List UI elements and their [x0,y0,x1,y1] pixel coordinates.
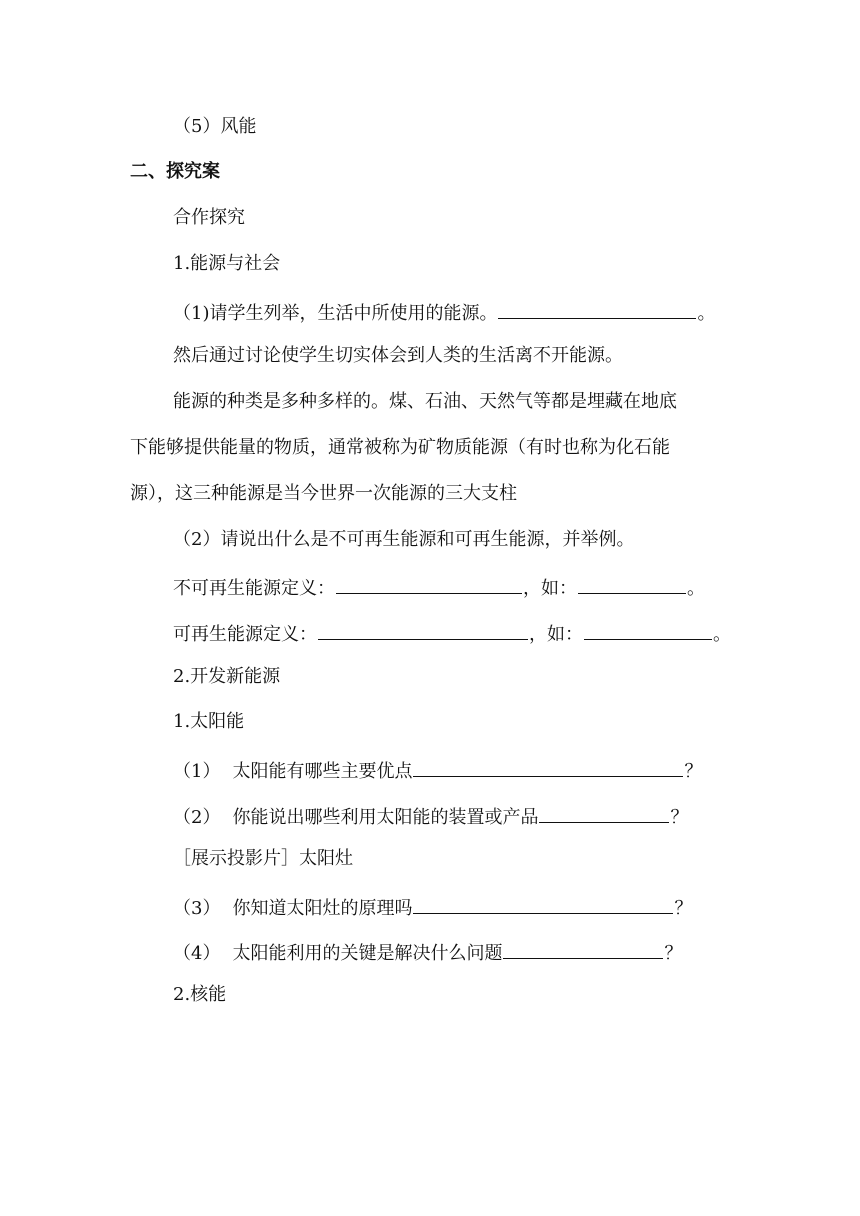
solar-question-1 [173,756,702,784]
solar-question-2 [173,802,688,830]
discussion-text: 然后通过讨论使学生切实体会到人类的生活离不开能源。 [173,345,623,366]
answer-blank[interactable] [498,298,696,319]
solar-question-4 [173,938,682,966]
question-number: （4） [173,943,221,964]
subheading-coop: 合作探究 [173,207,245,228]
answer-blank[interactable] [539,802,669,823]
answer-blank[interactable] [413,893,673,914]
slide-display: ［展示投影片］太阳灶 [173,848,353,869]
section-heading: 二、探究案 [130,161,220,182]
punct: ？ [674,898,693,919]
punct: ？ [664,943,683,964]
paragraph-line-2: 下能够提供能量的物质，通常被称为矿物质能源（有时也称为化石能 [130,437,670,458]
item-wind: （5）风能 [173,116,257,137]
question-1 [173,298,715,326]
subheading-energy-society: 1.能源与社会 [173,253,281,274]
answer-blank[interactable] [503,938,663,959]
paragraph-line-3: 源），这三种能源是当今世界一次能源的三大支柱 [130,483,517,504]
answer-blank[interactable] [336,573,522,594]
renewable-label: 可再生能源定义： [173,624,317,645]
question-number: （3） [173,898,221,919]
paragraph-line-1: 能源的种类是多种多样的。煤、石油、天然气等都是埋藏在地底 [173,391,677,412]
question-number: （2） [173,807,221,828]
question-number: （1） [173,761,221,782]
punct: ？ [670,807,689,828]
subheading-solar: 1.太阳能 [173,711,245,732]
subheading-develop: 2.开发新能源 [173,666,281,687]
punct: 。 [697,303,716,324]
question-text: 太阳能利用的关键是解决什么问题 [232,943,503,964]
example-label: ，如： [523,578,577,599]
question-text: 太阳能有哪些主要优点 [232,761,413,782]
answer-blank[interactable] [318,619,528,640]
answer-blank[interactable] [578,573,686,594]
question-2: （2）请说出什么是不可再生能源和可再生能源，并举例。 [173,529,635,550]
nonrenewable-label: 不可再生能源定义： [173,578,335,599]
question-text: 你知道太阳灶的原理吗 [232,898,413,919]
question-text: 你能说出哪些利用太阳能的装置或产品 [232,807,539,828]
subheading-nuclear: 2.核能 [173,984,227,1005]
punct: ？ [684,761,703,782]
punct: 。 [687,578,705,599]
example-label: ，如： [529,624,583,645]
question-1-text: （1)请学生列举，生活中所使用的能源。 [173,303,498,324]
nonrenewable-definition [173,573,705,601]
answer-blank[interactable] [584,619,712,640]
renewable-definition [173,619,731,647]
solar-question-3 [173,893,692,921]
punct: 。 [713,624,731,645]
answer-blank[interactable] [413,756,683,777]
